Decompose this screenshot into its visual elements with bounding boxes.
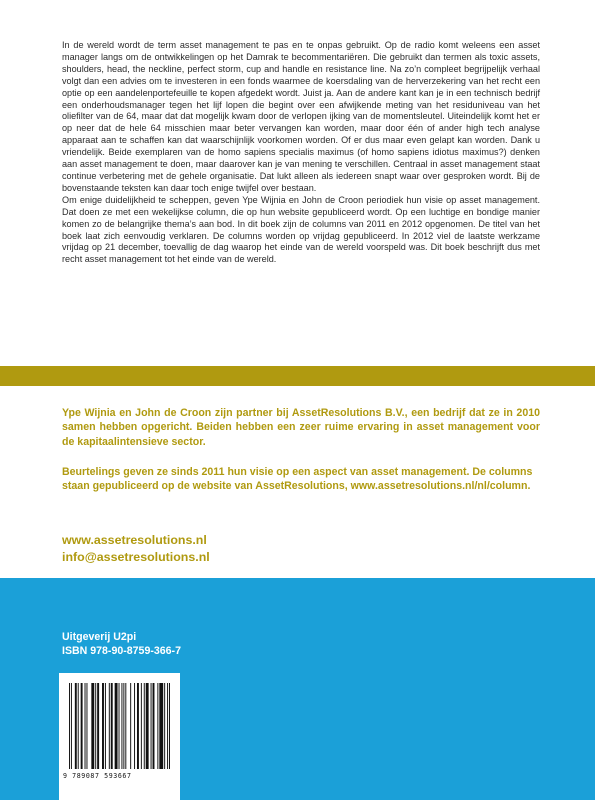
author-info-panel: [0, 386, 595, 578]
author-bio-2: Beurtelings geven ze sinds 2011 hun visie op een aspect van asset management. De columns staan gepubliceerd op de website van AssetResolutions, www.assetresolutions.nl/nl/column.: [62, 466, 533, 493]
isbn-text: ISBN 978-90-8759-366-7: [62, 645, 181, 657]
blurb-paragraph-1: In de wereld wordt de term asset management te pas en te onpas gebruikt. Op de radio komt weleens een asset manager langs om de ontwikkelingen op het Damrak te becommentariëren. Die gebruikt dan termen als toxic assets, shoulders, head, the neckline, perfect storm, cup and handle en resistance line. Na zo’n compleet begrijpelijk verhaal volgt dan een advies om te investeren in een fonds waarmee de koersdaling van de herverzekering van het recht een optie op een aandelenportefeuille te kopen afgedekt wordt. Juist ja. Aan de andere kant kan je in een technisch bedrijf een onderhoudsmanager tegen het lijf lopen die begint over een afwijkende meting van het residuniveau van het oliefilter van de 64, maar dat dat mogelijk kwam door de verlopen ijking van de momentsleutel. Uiteindelijk komt het er op neer dat de hele 64 misschien maar beter vervangen kan worden, maar door één of ander high tech analyse apparaat aan te schaffen kan dat waarschijnlijk voorkomen worden. Of er dus maar even gelapt kan worden. Dank u vriendelijk. Beide exemplaren van de homo sapiens specialis maximus (of homo sapiens idiotus maximus?) denken aan asset management te doen, maar daarover kan je van mening te verschillen. Centraal in asset management staat continue verbetering met de gehele organisatie. Dat lukt alleen als iedereen snapt waar over gesproken wordt. Bij de bovenstaande teksten kan daar toch enige twijfel over bestaan.: [62, 40, 540, 193]
olive-divider-band: [0, 366, 595, 386]
blurb-paragraph-2: Om enige duidelijkheid te scheppen, geven Ype Wijnia en John de Croon periodiek hun visie op asset management. Dat doen ze met een wekelijkse column, die op hun website gepubliceerd wordt. Op een luchtige en bondige manier komen zo de belangrijke thema’s aan bod. In dit boek zijn de columns van 2011 en 2012 opgenomen. De titel van het boek laat zich eenvoudig verklaren. De columns worden op vrijdag gepubliceerd. In 2012 viel de laatste werkzame vrijdag op 21 december, toevallig de dag waarop het einde van de wereld voorspeld was. Dit boek beschrijft dus met recht asset management tot het einde van de wereld.: [62, 194, 540, 265]
publisher-name: Uitgeverij U2pi: [62, 631, 137, 643]
website-link[interactable]: www.assetresolutions.nl: [62, 533, 207, 547]
blurb-text: [62, 40, 540, 266]
author-bio-1: Ype Wijnia en John de Croon zijn partner bij AssetResolutions B.V., een bedrijf dat ze in 2010 samen hebben opgericht. Beiden hebben een zeer ruime ervaring in asset management voor de kapitaalintensieve sector.: [62, 407, 540, 448]
contact-links: [62, 532, 210, 566]
publisher-info: [62, 630, 181, 658]
email-link[interactable]: info@assetresolutions.nl: [62, 550, 210, 564]
barcode: [59, 673, 180, 800]
barcode-bars-graphic: [69, 683, 170, 769]
back-cover-text-panel: [0, 0, 595, 366]
publisher-panel: [0, 578, 595, 800]
barcode-digits: 9 789087 593667: [63, 772, 132, 780]
